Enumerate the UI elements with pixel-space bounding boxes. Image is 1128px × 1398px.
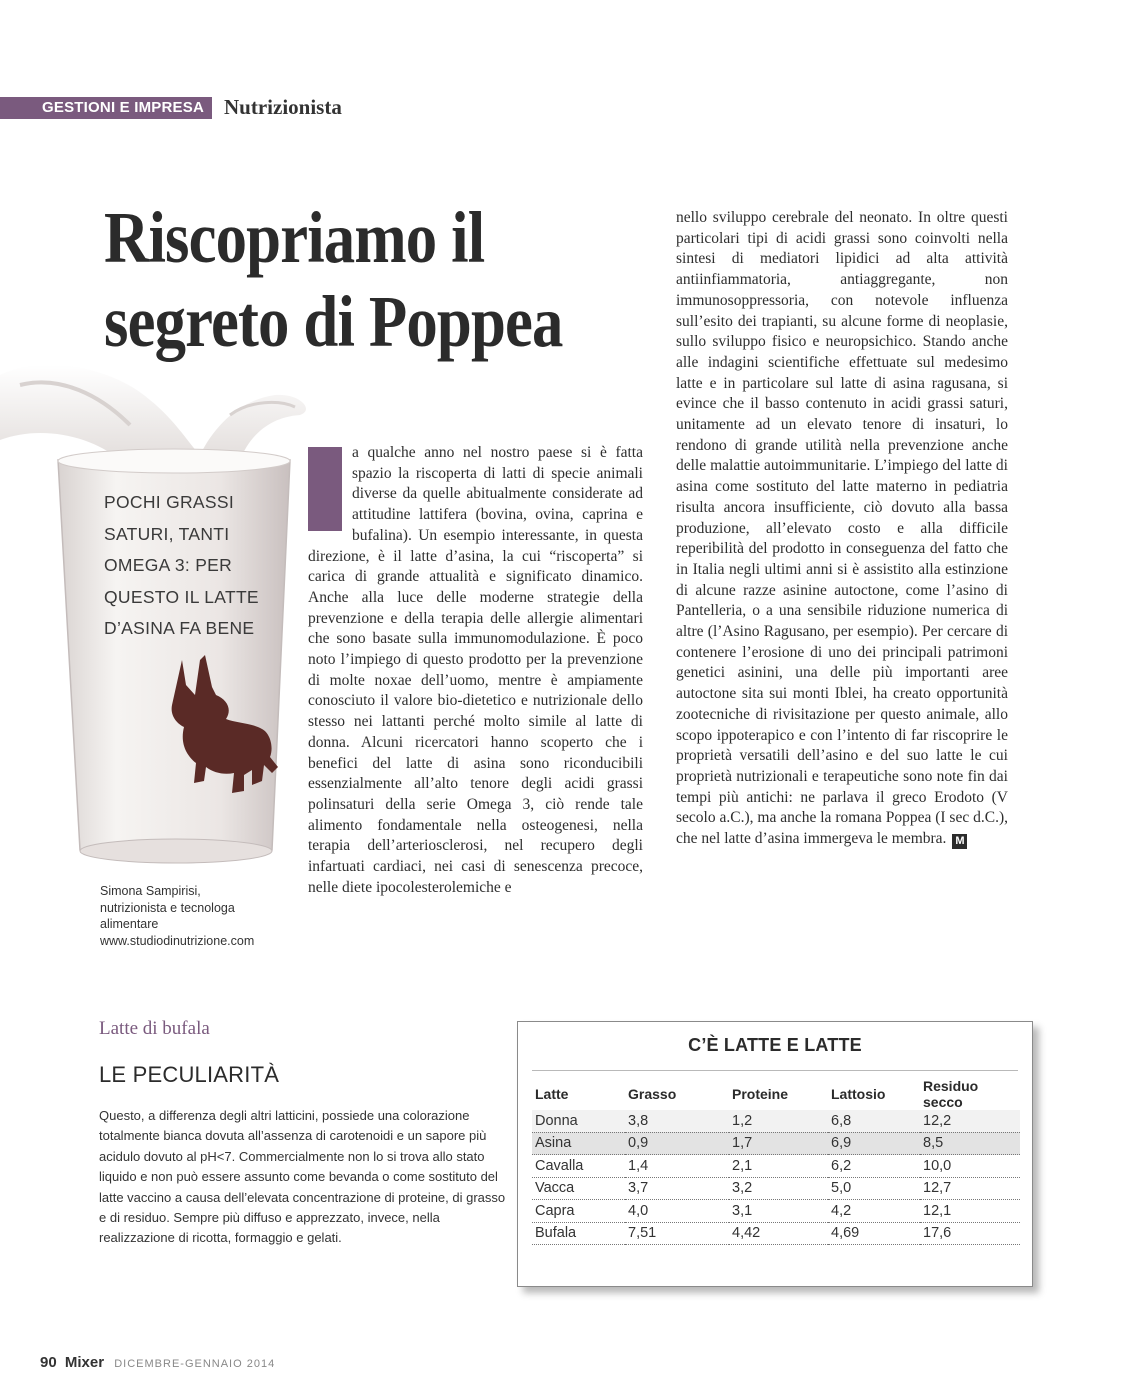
milk-table [532,1078,1020,1245]
glass-line: POCHI GRASSI [104,492,235,512]
table-cell: Cavalla [532,1155,625,1178]
table-row [532,1110,1020,1132]
glass-line: SATURI, TANTI [104,523,230,544]
milk-splash [0,365,306,460]
article-text-col1: a qualche anno nel nostro paese si è fatta spazio la riscoperta di latti di specie animali diverse da quelle abitualmente considerate ad attitudine lattifera (bovina, ovina, caprina e bufalina). Un esempio interessante, in questa direzione, è il latte d’asina, la cui “riscoperta” si carica di grande attualità e significato dinamico. Anche alla luce delle moderne strategie della prevenzione e della terapia delle allergie alimentari che sono basate sulla immunomodulazione. È poco noto l’impiego di questo prodotto per la prevenzione di molte noxae dell’uomo, mentre è ampiamente conosciuto il valore bio-dietetico e nutrizionale dello stesso nei lattanti perché molto simile al latte di donna. Alcuni ricercatori hanno scoperto che i benefici del latte di asina sono riconducibili essenzialmente all’alto tenore degli acidi grassi polinsaturi della serie Omega 3, ciò rende tale alimento fondamentale nella osteogenesi, nella terapia dell’arteriosclerosi, nel recupero degli infartuati cardiaci, nei casi di senescenza precoce, nelle diete ipocolesterolemiche e [308,444,643,896]
glass-line: D’ASINA FA BENE [104,618,255,638]
table-header-row [532,1078,1020,1110]
article-column-1 [308,443,643,898]
page-number: 90 [40,1354,57,1371]
table-cell: Bufala [532,1222,625,1245]
column-header: Latte [535,1086,569,1102]
sidebar-subtitle: Latte di bufala [99,1018,210,1039]
table-cell: Asina [532,1132,625,1155]
table-cell: 6,9 [828,1132,920,1155]
table-title: C’È LATTE E LATTE [688,1035,862,1055]
column-header: Grasso [628,1086,677,1102]
author-role: nutrizionista e tecnologa [100,900,235,915]
article-title [104,196,586,364]
author-name: Simona Sampirisi, [100,884,201,898]
table-cell: 2,1 [729,1155,828,1178]
table-cell: 5,0 [828,1177,920,1200]
table-cell: 4,69 [828,1222,920,1245]
title-line-2: segreto di Poppea [104,281,563,362]
author-website[interactable]: www.studiodinutrizione.com [100,933,255,948]
table-cell: 12,7 [920,1177,1020,1200]
author-role-2: alimentare [100,917,159,931]
drop-cap [308,447,342,531]
table-row [532,1177,1020,1200]
glass-line: QUESTO IL LATTE [104,586,259,607]
table-row [532,1222,1020,1245]
table-cell: 17,6 [920,1222,1020,1245]
divider [532,1070,1018,1071]
article-column-2 [676,208,1008,850]
table-cell: 10,0 [920,1155,1020,1178]
table-cell: 3,1 [729,1200,828,1223]
column-header: Proteine [732,1086,789,1102]
sidebar-text: Questo, a differenza degli altri latticini, possiede una colorazione totalmente bianca dovuta all’assenza di carotenoidi e un sapore più acidulo dovuto al pH<7. Commercialmente non lo si trova allo stato liquido e non può essere assunto come bevanda o come sostituto del latte vaccino a causa dell’elevata concentrazione di proteine, di grasso e di residuo. Sempre più diffuso e apprezzato, invece, nella realizzazione di ricotta, formaggio e gelati. [99,1108,506,1246]
column-header: Residuo secco [923,1078,979,1110]
table-cell: 4,42 [729,1222,828,1245]
sidebar-title: LE PECULIARITÀ [99,1062,280,1087]
title-line-1: Riscopriamo il [104,197,485,278]
glass-line: OMEGA 3: PER [104,555,233,575]
table-cell: Donna [532,1110,625,1132]
milk-comparison-box [517,1021,1033,1287]
glass-callout [104,487,304,645]
table-cell: 1,7 [729,1132,828,1155]
table-cell: Capra [532,1200,625,1223]
table-cell: 3,7 [625,1177,729,1200]
table-row [532,1132,1020,1155]
table-cell: 8,5 [920,1132,1020,1155]
table-cell: 3,2 [729,1177,828,1200]
table-cell: 7,51 [625,1222,729,1245]
author-caption [100,883,300,949]
table-cell: 0,9 [625,1132,729,1155]
end-mark-icon: M [952,834,967,849]
table-cell: Vacca [532,1177,625,1200]
table-cell: 6,2 [828,1155,920,1178]
column-header: Lattosio [831,1086,886,1102]
page-footer [40,1354,275,1371]
table-cell: 12,2 [920,1110,1020,1132]
table-cell: 12,1 [920,1200,1020,1223]
section-subtitle: Nutrizionista [224,95,342,119]
article-text-col2: nello sviluppo cerebrale del neonato. In oltre questi particolari tipi di acidi grassi sono coinvolti nella sintesi di mediatori lipidici ad alta attività antiinfiammatoria, antiaggregante, non immunosoppressoria, con notevole influenza sull’esito dei trapianti, su alcune forme di neoplasie, sullo sviluppo fisico e neuropsichico. Stando anche alle indagini scientifiche effettuate sul medesimo latte e in particolare sul latte di asina ragusana, si evince che il basso contenuto in acidi grassi saturi, unitamente ad un elevato tenore di insaturi, lo rendono di grande utilità nella prevenzione anche delle malattie autoimmunitarie. L’impiego del latte di asina come sostituto del latte materno in pediatria risulta ancora insufficiente, ciò dovuto alla bassa produzione, all’elevato costo e alla difficile reperibilità del prodotto in conseguenza del fatto che in Italia negli ultimi anni si è assistito alla estinzione di alcune razze asinine autoctone, come l’asino di Pantelleria, o a una sensibile riduzione numerica di altre (l’Asino Ragusano, per esempio). Per cercare di contenere l’erosione di uno dei principali patrimoni genetici asinini, una delle più importanti aree autoctone sita sui monti Iblei, ha creato opportunità zootecniche di rivisitazione per questo animale, allo scopo ippoterapico e con l’intento di far riscoprire le proprietà versatili dell’asino e del suo latte le cui proprietà nutrizionali e terapeutiche sono note fin dai tempi più antichi: ne parlava il greco Erodoto (V secolo a.C.), ma anche la romana Poppea (I sec d.C.), che nel latte d’asina immergeva le membra. [676,209,1008,848]
magazine-name: Mixer [64,1354,105,1371]
issue-date: DICEMBRE-GENNAIO 2014 [114,1358,276,1370]
table-row [532,1200,1020,1223]
table-cell: 3,8 [625,1110,729,1132]
table-row [532,1155,1020,1178]
table-cell: 6,8 [828,1110,920,1132]
table-cell: 4,0 [625,1200,729,1223]
table-cell: 4,2 [828,1200,920,1223]
table-cell: 1,2 [729,1110,828,1132]
section-label: GESTIONI E IMPRESA [0,97,212,119]
table-cell: 1,4 [625,1155,729,1178]
